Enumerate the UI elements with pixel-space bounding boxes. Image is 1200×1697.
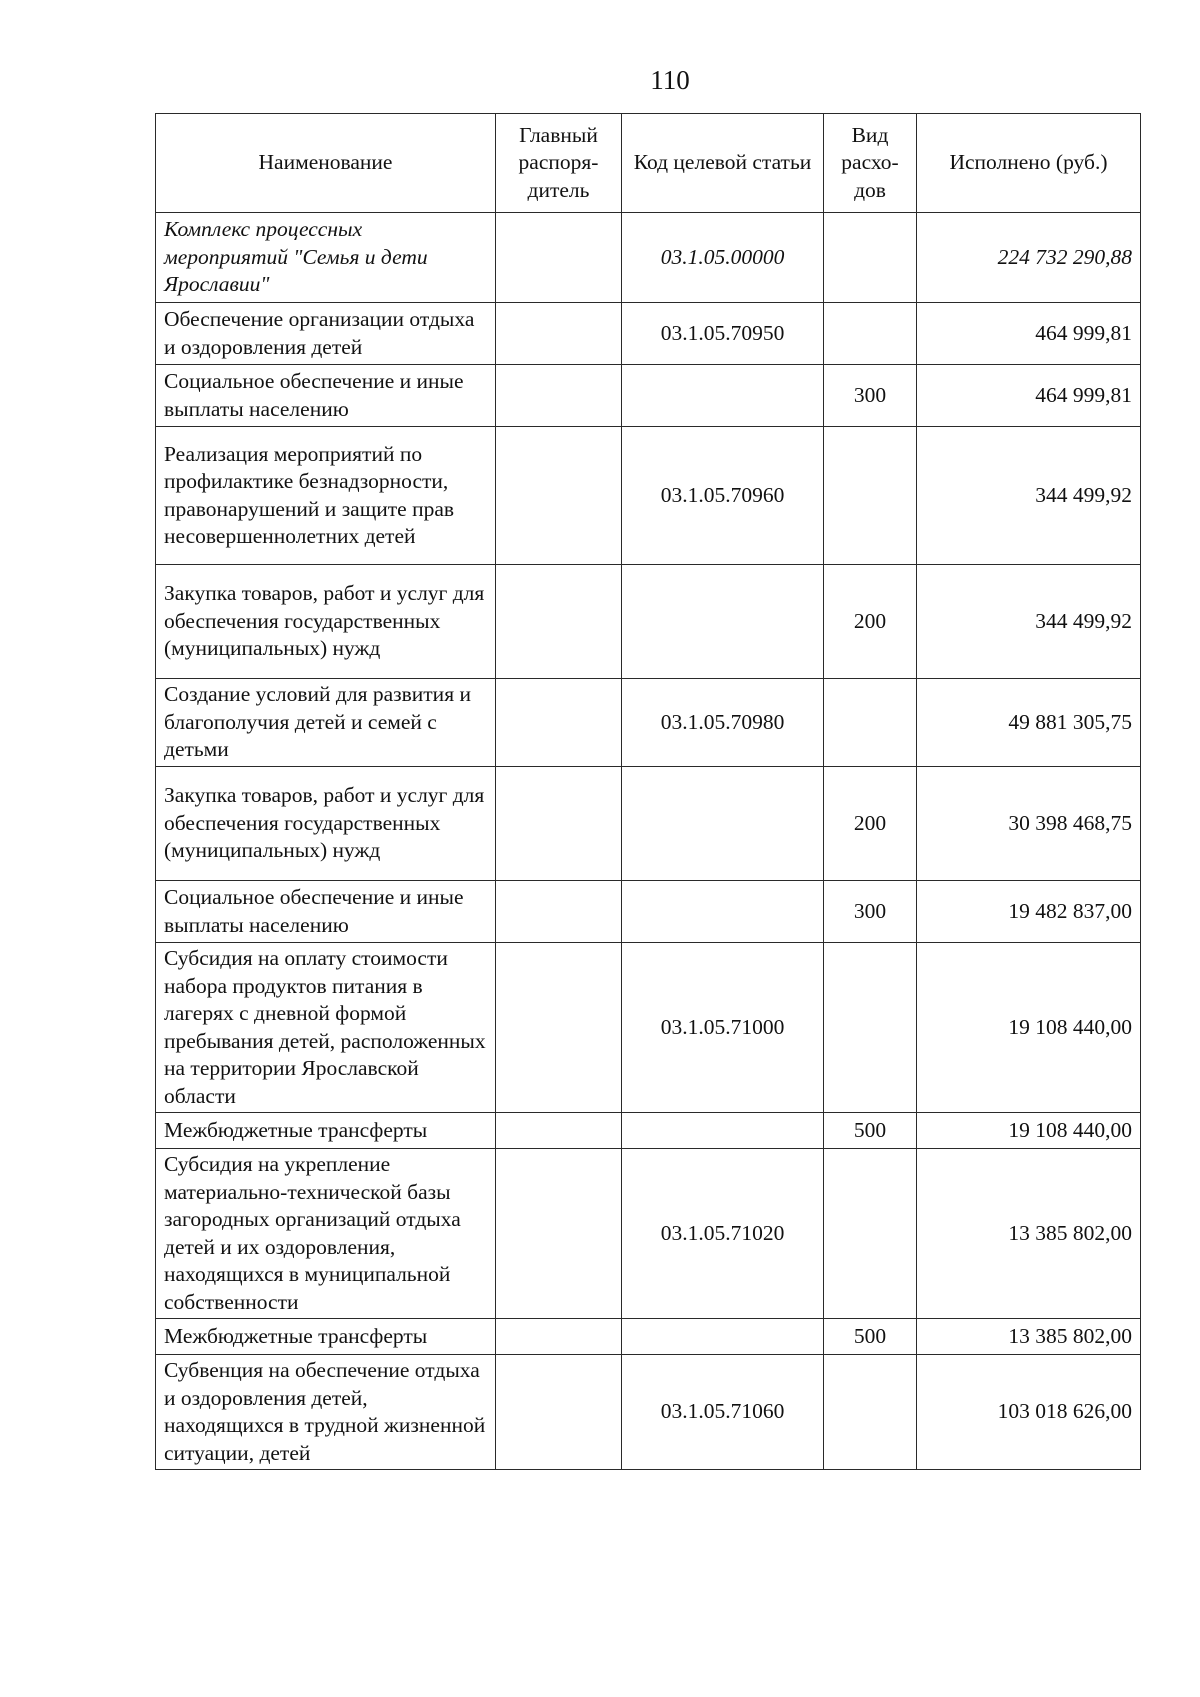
cell-code (622, 1319, 824, 1355)
table-row (156, 881, 1141, 943)
cell-amount: 30 398 468,75 (917, 767, 1141, 881)
table-row (156, 1319, 1141, 1355)
cell-code (622, 881, 824, 943)
header-amount: Исполнено (руб.) (917, 114, 1141, 213)
cell-amount: 224 732 290,88 (917, 213, 1141, 303)
cell-admin (496, 943, 622, 1113)
cell-code: 03.1.05.70960 (622, 427, 824, 565)
cell-amount: 344 499,92 (917, 427, 1141, 565)
cell-type (824, 427, 917, 565)
cell-amount: 103 018 626,00 (917, 1355, 1141, 1470)
cell-admin (496, 767, 622, 881)
cell-amount: 13 385 802,00 (917, 1319, 1141, 1355)
cell-type: 200 (824, 565, 917, 679)
cell-type (824, 943, 917, 1113)
cell-code: 03.1.05.00000 (622, 213, 824, 303)
cell-admin (496, 1149, 622, 1319)
table-row (156, 427, 1141, 565)
cell-name: Закупка товаров, работ и услуг для обеспечения государственных (муниципальных) нужд (156, 767, 496, 881)
cell-admin (496, 1113, 622, 1149)
cell-amount: 19 482 837,00 (917, 881, 1141, 943)
header-type: Вид расхо-дов (824, 114, 917, 213)
table-row (156, 767, 1141, 881)
cell-type (824, 1355, 917, 1470)
cell-admin (496, 565, 622, 679)
cell-type (824, 1149, 917, 1319)
cell-admin (496, 365, 622, 427)
header-name: Наименование (156, 114, 496, 213)
table-row (156, 365, 1141, 427)
cell-type: 200 (824, 767, 917, 881)
cell-code: 03.1.05.70980 (622, 679, 824, 767)
cell-name: Реализация мероприятий по профилактике безнадзорности, правонарушений и защите прав несовершеннолетних детей (156, 427, 496, 565)
cell-type: 500 (824, 1319, 917, 1355)
cell-code (622, 365, 824, 427)
cell-code: 03.1.05.71020 (622, 1149, 824, 1319)
table-row (156, 1355, 1141, 1470)
cell-admin (496, 1355, 622, 1470)
cell-name: Субсидия на укрепление материально-технической базы загородных организаций отдыха детей и их оздоровления, находящихся в муниципальной собственности (156, 1149, 496, 1319)
cell-amount: 344 499,92 (917, 565, 1141, 679)
cell-amount: 49 881 305,75 (917, 679, 1141, 767)
cell-name: Закупка товаров, работ и услуг для обеспечения государственных (муниципальных) нужд (156, 565, 496, 679)
cell-code (622, 767, 824, 881)
cell-admin (496, 881, 622, 943)
cell-amount: 19 108 440,00 (917, 943, 1141, 1113)
cell-name: Социальное обеспечение и иные выплаты населению (156, 881, 496, 943)
cell-code (622, 1113, 824, 1149)
cell-type (824, 303, 917, 365)
table-row (156, 943, 1141, 1113)
cell-type (824, 679, 917, 767)
cell-code: 03.1.05.70950 (622, 303, 824, 365)
cell-admin (496, 213, 622, 303)
cell-name: Субвенция на обеспечение отдыха и оздоровления детей, находящихся в трудной жизненной ситуации, детей (156, 1355, 496, 1470)
cell-admin (496, 1319, 622, 1355)
cell-name: Социальное обеспечение и иные выплаты населению (156, 365, 496, 427)
cell-amount: 19 108 440,00 (917, 1113, 1141, 1149)
table-row (156, 1149, 1141, 1319)
table-row (156, 565, 1141, 679)
cell-name: Субсидия на оплату стоимости набора продуктов питания в лагерях с дневной формой пребывания детей, расположенных на территории Ярославской области (156, 943, 496, 1113)
table-row (156, 1113, 1141, 1149)
cell-name: Межбюджетные трансферты (156, 1113, 496, 1149)
table-row (156, 679, 1141, 767)
page-number: 110 (650, 65, 690, 95)
cell-code: 03.1.05.71060 (622, 1355, 824, 1470)
cell-admin (496, 679, 622, 767)
cell-amount: 13 385 802,00 (917, 1149, 1141, 1319)
cell-admin (496, 427, 622, 565)
cell-type (824, 213, 917, 303)
table-row (156, 213, 1141, 303)
budget-table (155, 113, 1141, 1470)
cell-code (622, 565, 824, 679)
cell-name: Комплекс процессных мероприятий "Семья и дети Ярославии" (156, 213, 496, 303)
header-admin: Главный распоря-дитель (496, 114, 622, 213)
cell-type: 500 (824, 1113, 917, 1149)
cell-name: Создание условий для развития и благополучия детей и семей с детьми (156, 679, 496, 767)
table-header-row (156, 114, 1141, 213)
cell-amount: 464 999,81 (917, 303, 1141, 365)
cell-type: 300 (824, 881, 917, 943)
header-code: Код целевой статьи (622, 114, 824, 213)
cell-name: Межбюджетные трансферты (156, 1319, 496, 1355)
cell-amount: 464 999,81 (917, 365, 1141, 427)
cell-type: 300 (824, 365, 917, 427)
table-row (156, 303, 1141, 365)
cell-name: Обеспечение организации отдыха и оздоровления детей (156, 303, 496, 365)
table-body (156, 213, 1141, 1470)
cell-code: 03.1.05.71000 (622, 943, 824, 1113)
cell-admin (496, 303, 622, 365)
